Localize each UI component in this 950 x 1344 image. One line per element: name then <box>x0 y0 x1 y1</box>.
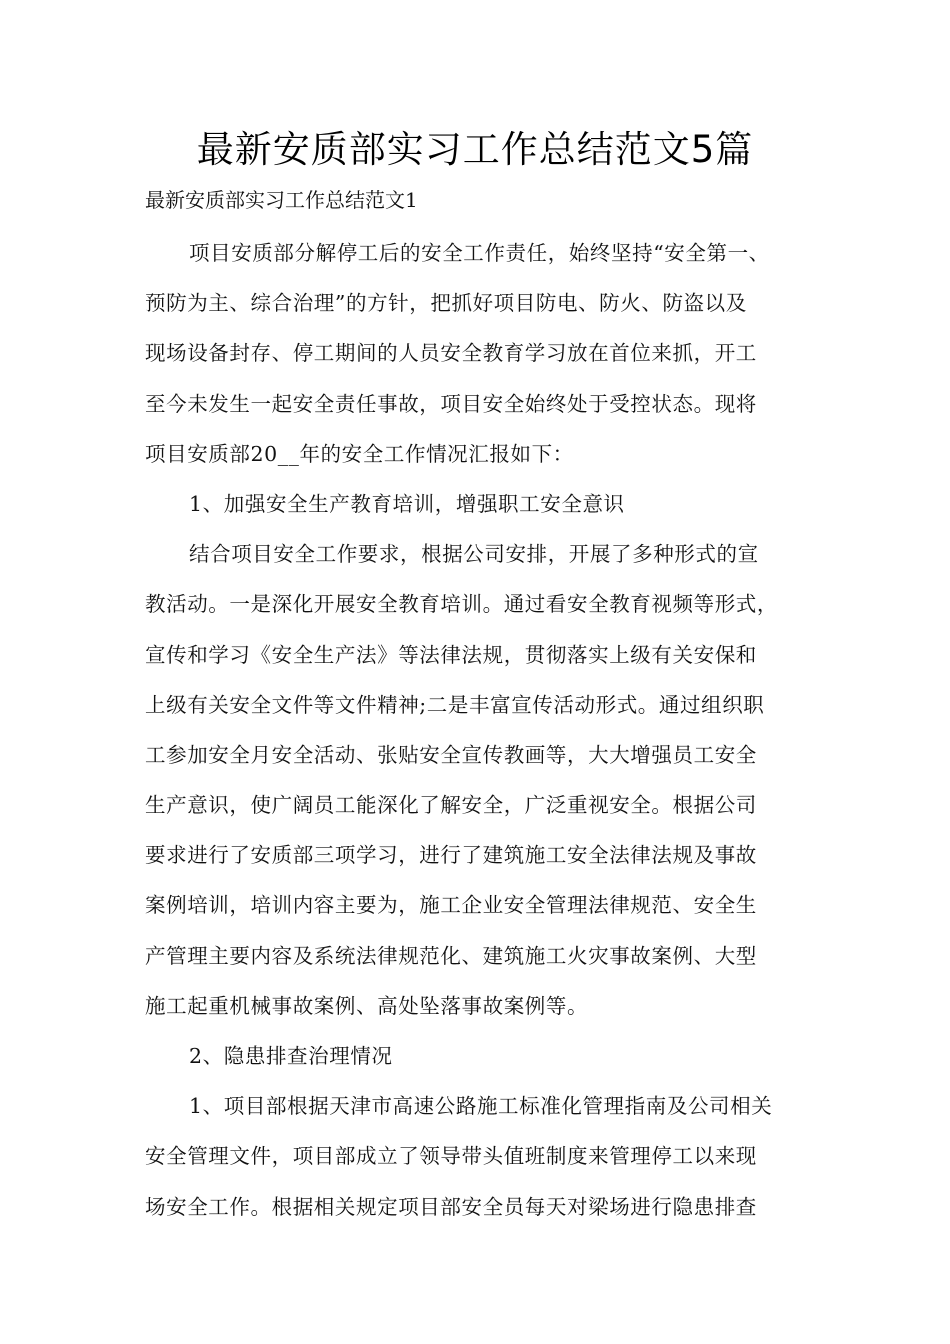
paragraph-line: 1、项目部根据天津市高速公路施工标准化管理指南及公司相关 <box>189 1094 773 1119</box>
section-heading: 1、加强安全生产教育培训，增强职工安全意识 <box>189 491 625 516</box>
document-subtitle: 最新安质部实习工作总结范文1 <box>145 188 418 212</box>
paragraph-line: 场安全工作。根据相关规定项目部安全员每天对梁场进行隐患排查 <box>145 1194 757 1219</box>
paragraph-line: 宣传和学习《安全生产法》等法律法规，贯彻落实上级有关安保和 <box>145 642 757 667</box>
paragraph-line: 施工起重机械事故案例、高处坠落事故案例等。 <box>145 993 589 1018</box>
paragraph-line: 要求进行了安质部三项学习，进行了建筑施工安全法律法规及事故 <box>145 843 757 868</box>
paragraph-line: 至今未发生一起安全责任事故，项目安全始终处于受控状态。现将 <box>145 391 757 416</box>
paragraph-line: 教活动。一是深化开展安全教育培训。通过看安全教育视频等形式， <box>145 592 778 617</box>
paragraph-line: 项目安质部分解停工后的安全工作责任，始终坚持“安全第一、 <box>189 241 770 265</box>
document-title: 最新安质部实习工作总结范文5篇 <box>196 128 754 171</box>
paragraph-line: 项目安质部20__年的安全工作情况汇报如下： <box>145 441 574 466</box>
section-heading: 2、隐患排查治理情况 <box>189 1044 393 1068</box>
paragraph-line: 预防为主、综合治理”的方针，把抓好项目防电、防火、防盗以及 <box>145 291 747 316</box>
paragraph-line: 工参加安全月安全活动、张贴安全宣传教画等，大大增强员工安全 <box>145 742 757 767</box>
document-body <box>145 228 815 1232</box>
paragraph-line: 上级有关安全文件等文件精神;二是丰富宣传活动形式。通过组织职 <box>145 692 765 717</box>
paragraph-line: 结合项目安全工作要求，根据公司安排，开展了多种形式的宣 <box>189 542 759 567</box>
paragraph-line: 生产意识，使广阔员工能深化了解安全，广泛重视安全。根据公司 <box>145 793 757 818</box>
paragraph-line: 产管理主要内容及系统法律规范化、建筑施工火灾事故案例、大型 <box>145 943 757 968</box>
paragraph-line: 安全管理文件，项目部成立了领导带头值班制度来管理停工以来现 <box>145 1144 757 1169</box>
paragraph-line: 现场设备封存、停工期间的人员安全教育学习放在首位来抓，开工 <box>145 341 757 366</box>
paragraph-line: 案例培训，培训内容主要为，施工企业安全管理法律规范、安全生 <box>145 893 757 918</box>
